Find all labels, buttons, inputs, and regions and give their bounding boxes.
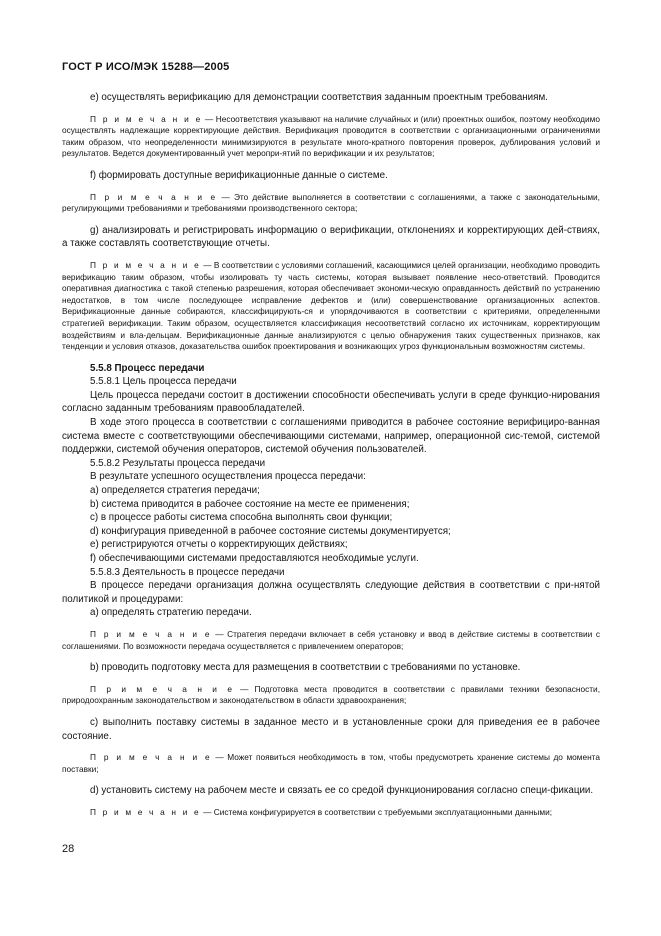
body-paragraph: b) система приводится в рабочее состояние на месте ее применения; bbox=[90, 498, 410, 510]
body-paragraph: c) в процессе работы система способна выполнять свои функции; bbox=[90, 512, 393, 524]
note-label: П р и м е ч а н и е bbox=[90, 683, 235, 694]
body-paragraph: b) проводить подготовку места для размещения в соответствии с требованиями по установке. bbox=[90, 662, 521, 674]
body-paragraph: d) конфигурация приведенной в рабочее состояние системы документируется; bbox=[90, 525, 451, 537]
note-text: — Стратегия передачи включает в себя установку и ввод в действие системы в соответствии с соглашениями. По возможности передача осуществляется с привлечением операторов; bbox=[62, 628, 600, 651]
body-paragraph: a) определяется стратегия передачи; bbox=[90, 485, 260, 497]
note-text: — Это действие выполняется в соответствии с соглашениями, а также с законодательными, регулирующими требованиями и требованиями производственного сектора; bbox=[62, 191, 600, 214]
document-body bbox=[62, 91, 600, 819]
body-paragraph: f) формировать доступные верификационные данные о системе. bbox=[90, 169, 388, 181]
body-paragraph: g) анализировать и регистрировать информацию о верификации, отклонениях и корректирующих дей-ствиях, а также составлять соответствующие отчеты. bbox=[62, 224, 600, 250]
note-paragraph bbox=[62, 807, 600, 819]
body-paragraph: 5.5.8.1 Цель процесса передачи bbox=[90, 376, 237, 388]
note-label: П р и м е ч а н и е bbox=[90, 752, 212, 763]
body-paragraph: В результате успешного осуществления процесса передачи: bbox=[90, 471, 366, 483]
note-text: — Система конфигурируется в соответствии с требуемыми эксплуатационными данными; bbox=[200, 806, 553, 817]
note-label: П р и м е ч а н и е bbox=[90, 113, 203, 124]
note-paragraph bbox=[62, 192, 600, 215]
section-heading: 5.5.8 Процесс передачи bbox=[90, 362, 205, 374]
body-paragraph: 5.5.8.3 Деятельность в процессе передачи bbox=[90, 566, 285, 578]
note-paragraph bbox=[62, 114, 600, 160]
note-text: — Может появиться необходимость в том, чтобы предусмотреть хранение системы до момента поставки; bbox=[62, 752, 600, 774]
note-paragraph bbox=[62, 752, 600, 775]
body-paragraph: d) установить систему на рабочем месте и связать ее со средой функционирования согласно специ-фикации. bbox=[90, 785, 594, 797]
note-text: — В соответствии с условиями соглашений, касающимися целей организации, необходимо проводить верификацию таким образом, чтобы изолировать ту часть системы, которая вызывает появление несо-ответствий. Проводится оперативная диагностика с такой степенью разрешения, которая обеспечивает экономи-ческую оправданность действий по устранению недостатков, в том числе последующее исправление дефектов и (или) совершенствование организационных аспектов. Верификационные данные собираются, классифицирують-ся и упорядочиваются в соответствии с критериями, определенными стратегией верификации. Таким образом, осуществляется классификация несоответствий согласно их источникам, корректирующим воздействиям и вла-дельцам. Верификационные данные анализируются с целью обнаружения таких существенных признаков, как тенденции и условия отказов, доказательства ошибок проектирования и возникающих угроз функциональным возможностям системы. bbox=[62, 259, 600, 352]
note-paragraph bbox=[62, 629, 600, 652]
body-paragraph: В процессе передачи организация должна осуществлять следующие действия в соответствии с при-нятой политикой и процедурами: bbox=[62, 580, 600, 605]
standard-header: ГОСТ Р ИСО/МЭК 15288—2005 bbox=[62, 61, 230, 73]
page-number: 28 bbox=[62, 843, 75, 855]
note-paragraph bbox=[62, 260, 600, 353]
note-label: П р и м е ч а н и е bbox=[90, 191, 218, 202]
note-label: П р и м е ч а н и е bbox=[90, 259, 201, 270]
note-paragraph bbox=[62, 684, 600, 707]
body-paragraph: e) осуществлять верификацию для демонстрации соответствия заданным проектным требованиям. bbox=[90, 92, 548, 103]
note-label: П р и м е ч а н и е bbox=[90, 628, 212, 639]
note-label: П р и м е ч а н и е bbox=[90, 806, 201, 817]
note-text: — Подготовка места проводится в соответствии с правилами техники безопасности, природоохранным законодательством и законодательством в области здравоохранения; bbox=[62, 683, 600, 706]
note-text: — Несоответствия указывают на наличие случайных и (или) проектных ошибок, поэтому необходимо осуществлять надлежащие корректирующие действия. Верификация проводится в соответствии с организационными ограничениями таким образом, что неопределенности минимизируются в результате много-кратного повторения проверок, дублирования условий и результатов. Ведется документированный учет меропри-ятий по верификации и их результатов; bbox=[62, 113, 600, 159]
body-paragraph: 5.5.8.2 Результаты процесса передачи bbox=[90, 457, 266, 469]
body-paragraph: e) регистрируются отчеты о корректирующих действиях; bbox=[90, 539, 348, 551]
body-paragraph: c) выполнить поставку системы в заданное место и в установленные сроки для приведения ее в рабочее состояние. bbox=[62, 716, 600, 742]
body-paragraph: a) определять стратегию передачи. bbox=[90, 607, 252, 619]
body-paragraph: В ходе этого процесса в соответствии с соглашениями приводится в рабочее состояние верифициро-ванная система вместе с соответствующими обеспечивающими системами, например, операционной сис-темой, системой поддержки, системой обучения операторов, системой обучения пользователей. bbox=[62, 417, 600, 456]
body-paragraph: f) обеспечивающими системами предоставляются необходимые услуги. bbox=[90, 553, 419, 564]
body-paragraph: Цель процесса передачи состоит в достижении способности обеспечивать услуги в среде функцио-нирования согласно заданным требованиям правообладателей. bbox=[62, 389, 600, 415]
